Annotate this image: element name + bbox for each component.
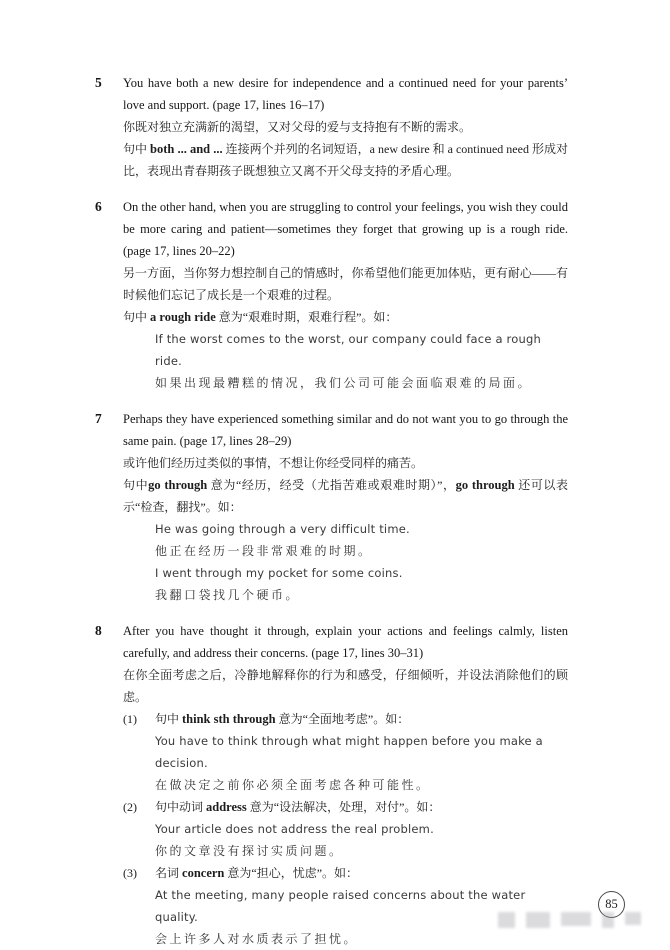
chinese-translation: 或许他们经历过类似的事情，不想让你经受同样的痛苦。 bbox=[123, 456, 424, 470]
sub-marker: (3) bbox=[123, 866, 137, 880]
usage-note bbox=[155, 708, 568, 730]
item-body bbox=[123, 620, 568, 950]
usage-note bbox=[155, 796, 568, 818]
example-chinese: 我翻口袋找几个硬币。 bbox=[155, 588, 301, 602]
note-text: 还可以表示“检查，翻找”。如： bbox=[123, 478, 568, 514]
sub-content bbox=[155, 796, 568, 862]
item-number: 8 bbox=[95, 623, 102, 638]
english-sentence: After you have thought it through, explain your actions and feelings calmly, listen carefully, and address their concerns. (page 17, lines 30–31) bbox=[123, 624, 568, 660]
note-item-5 bbox=[95, 72, 568, 182]
usage-note bbox=[155, 862, 568, 884]
sub-note-1 bbox=[123, 708, 568, 796]
english-sentence: Perhaps they have experienced something similar and do not want you to go through the same pain. (page 17, lines 28–29) bbox=[123, 412, 568, 448]
example-block bbox=[155, 328, 568, 394]
note-text: 连接两个并列的名词短语，a new desire 和 a continued need 形成对比，表现出青春期孩子既想独立又离不开父母支持的矛盾心理。 bbox=[123, 142, 568, 178]
sub-content bbox=[155, 862, 568, 950]
example-english: I went through my pocket for some coins. bbox=[155, 566, 403, 580]
note-text: 意为“设法解决，处理，对付”。如： bbox=[246, 800, 441, 814]
note-text: 句中 bbox=[155, 712, 183, 726]
example-english: If the worst comes to the worst, our company could face a rough ride. bbox=[155, 332, 541, 368]
example-english: You have to think through what might happen before you make a decision. bbox=[155, 734, 543, 770]
note-item-8 bbox=[95, 620, 568, 950]
chinese-translation: 另一方面，当你努力想控制自己的情感时，你希望他们能更加体贴，更有耐心——有时候他们忘记了成长是一个艰难的过程。 bbox=[123, 266, 568, 302]
scan-watermark-artifact bbox=[498, 912, 641, 928]
page-number: 85 bbox=[605, 897, 618, 911]
example-chinese: 他正在经历一段非常艰难的时期。 bbox=[155, 544, 373, 558]
english-sentence: You have both a new desire for independence and a continued need for your parents’ love and support. (page 17, lines 16–17) bbox=[123, 76, 568, 112]
note-term: concern bbox=[182, 866, 225, 880]
note-text: 意为“经历，经受（尤指苦难或艰难时期）”， bbox=[207, 478, 456, 492]
item-number: 6 bbox=[95, 199, 102, 214]
note-text: 句中 bbox=[123, 310, 151, 324]
note-item-7 bbox=[95, 408, 568, 606]
item-body bbox=[123, 72, 568, 182]
note-term: go through bbox=[455, 478, 515, 492]
note-text: 意为“艰难时期，艰难行程”。如： bbox=[215, 310, 398, 324]
note-term: a rough ride bbox=[150, 310, 216, 324]
note-term: address bbox=[206, 800, 247, 814]
note-term: think sth through bbox=[182, 712, 276, 726]
note-text: 句中动词 bbox=[155, 800, 207, 814]
example-chinese: 如果出现最糟糕的情况，我们公司可能会面临艰难的局面。 bbox=[155, 376, 533, 390]
item-number: 7 bbox=[95, 411, 102, 426]
example-english: He was going through a very difficult time. bbox=[155, 522, 410, 536]
note-term: go through bbox=[148, 478, 208, 492]
item-body bbox=[123, 408, 568, 606]
usage-note bbox=[123, 138, 568, 182]
chinese-translation: 在你全面考虑之后，冷静地解释你的行为和感受，仔细倾听，并设法消除他们的顾虑。 bbox=[123, 668, 568, 704]
example-block bbox=[155, 518, 568, 606]
note-term: both ... and ... bbox=[150, 142, 223, 156]
item-body bbox=[123, 196, 568, 394]
example-chinese: 你的文章没有探讨实质问题。 bbox=[155, 844, 344, 858]
item-number: 5 bbox=[95, 75, 102, 90]
sub-content bbox=[155, 708, 568, 796]
sub-marker: (1) bbox=[123, 712, 137, 726]
note-text: 名词 bbox=[155, 866, 183, 880]
sub-note-3 bbox=[123, 862, 568, 950]
example-english: At the meeting, many people raised concerns about the water quality. bbox=[155, 888, 526, 924]
example-chinese: 会上许多人对水质表示了担忧。 bbox=[155, 932, 359, 946]
example-english: Your article does not address the real problem. bbox=[155, 822, 434, 836]
usage-note bbox=[123, 474, 568, 518]
usage-note bbox=[123, 306, 568, 328]
note-text: 意为“全面地考虑”。如： bbox=[275, 712, 410, 726]
note-item-6 bbox=[95, 196, 568, 394]
note-text: 句中 bbox=[123, 478, 149, 492]
example-chinese: 在做决定之前你必须全面考虑各种可能性。 bbox=[155, 778, 431, 792]
note-text: 意为“担心，忧虑”。如： bbox=[224, 866, 359, 880]
sub-marker: (2) bbox=[123, 800, 137, 814]
note-text: 句中 bbox=[123, 142, 151, 156]
sub-note-2 bbox=[123, 796, 568, 862]
english-sentence: On the other hand, when you are struggling to control your feelings, you wish they could be more caring and patient—sometimes they forget that growing up is a rough ride. (page 17, lines 20–22) bbox=[123, 200, 568, 258]
chinese-translation: 你既对独立充满新的渴望，又对父母的爱与支持抱有不断的需求。 bbox=[123, 120, 472, 134]
